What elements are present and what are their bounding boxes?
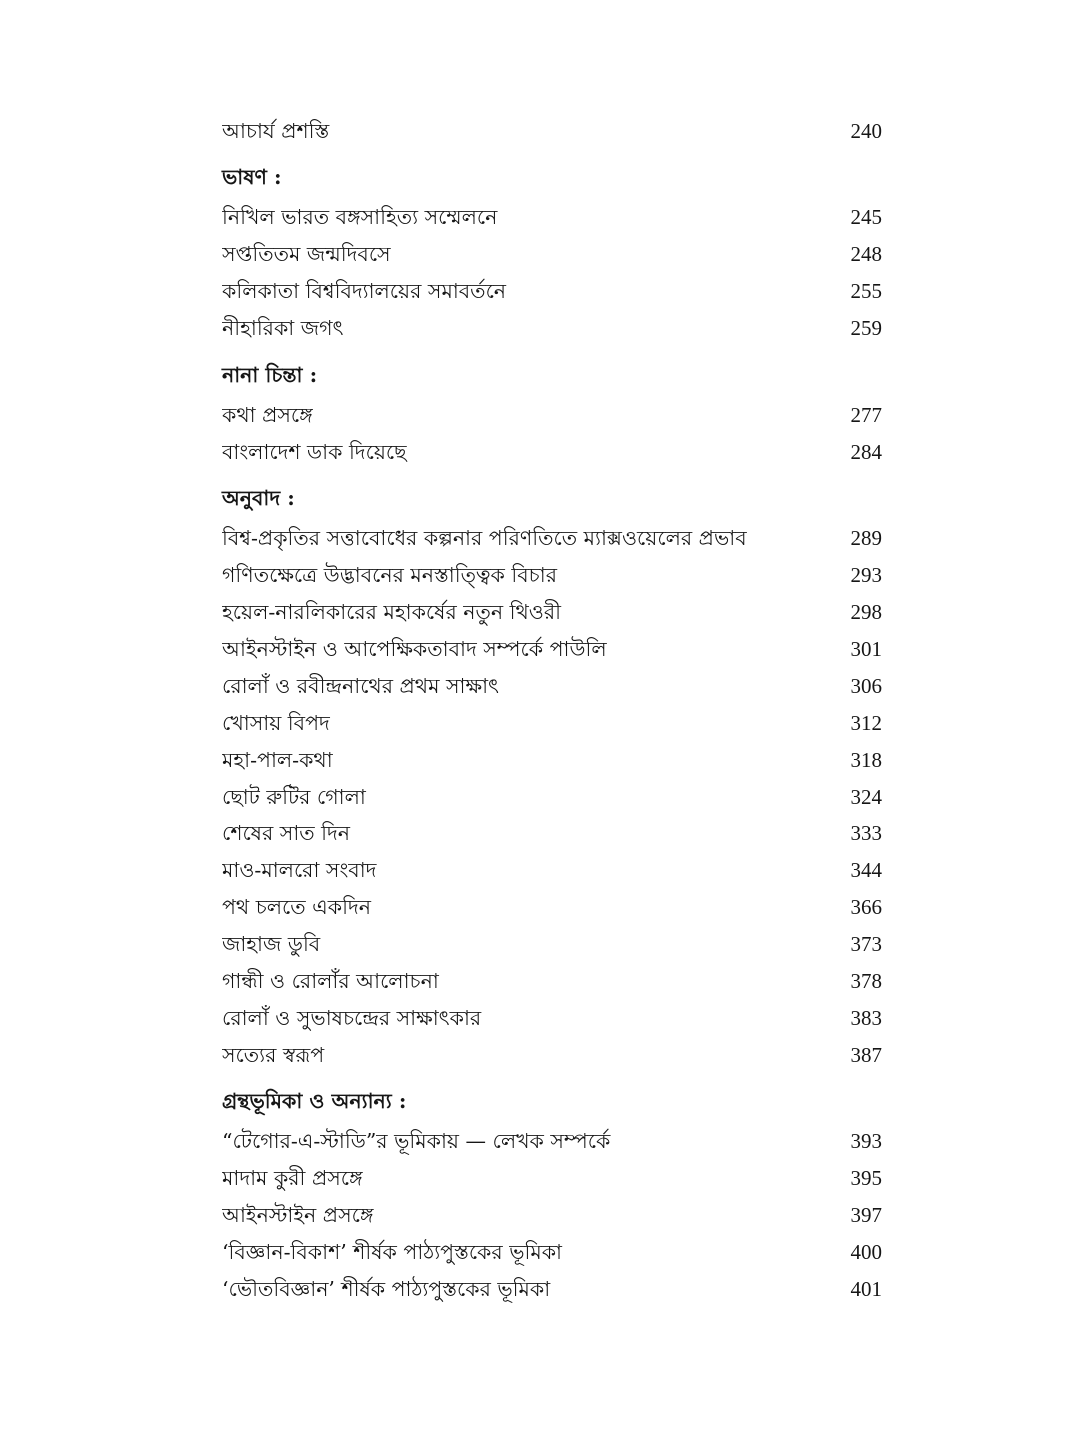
- section-heading: অনুবাদ :: [222, 486, 295, 510]
- toc-entry: [222, 398, 882, 432]
- toc-entry-title: খোসায় বিপদ: [222, 711, 330, 735]
- toc-entry: [222, 435, 882, 469]
- toc-entry-title: নিখিল ভারত বঙ্গসাহিত্য সম্মেলনে: [222, 205, 498, 229]
- toc-entry-title: মহা-পাল-কথা: [222, 748, 333, 772]
- toc-entry-title: গণিতক্ষেত্রে উদ্ভাবনের মনস্তাত্ত্বিক বিচার: [222, 563, 557, 587]
- toc-entry-page: 366: [850, 895, 882, 919]
- toc-entry: [222, 890, 882, 924]
- toc-entry-title: ‘বিজ্ঞান-বিকাশ’ শীর্ষক পাঠ্যপুস্তকের ভূমিকা: [222, 1240, 562, 1264]
- toc-entry-page: 298: [850, 600, 882, 624]
- toc-entry: [222, 274, 882, 308]
- toc-entry-page: 378: [850, 969, 882, 993]
- toc-entry-title: গান্ধী ও রোলাঁর আলোচনা: [222, 969, 439, 993]
- section-heading: নানা চিন্তা :: [222, 363, 318, 387]
- toc-entry: [222, 595, 882, 629]
- toc-entry-page: 306: [850, 674, 882, 698]
- toc-entry-page: 387: [850, 1043, 882, 1067]
- toc-entry-page: 259: [850, 316, 882, 340]
- toc-entry: [222, 780, 882, 814]
- toc-entry-title: সপ্ততিতম জন্মদিবসে: [222, 242, 391, 266]
- toc-entry-page: 245: [850, 205, 882, 229]
- toc-entry-title: রোলাঁ ও সুভাষচন্দ্রের সাক্ষাৎকার: [222, 1006, 482, 1030]
- toc-entry-title: মাও-মালরো সংবাদ: [222, 858, 377, 882]
- toc-entry-title: বিশ্ব-প্রকৃতির সত্তাবোধের কল্পনার পরিণতিতে ম্যাক্সওয়েলের প্রভাব: [222, 526, 747, 550]
- section-heading: গ্রন্থভূমিকা ও অন্যান্য :: [222, 1089, 407, 1113]
- toc-entry: [222, 1038, 882, 1072]
- toc-entry-page: 373: [850, 932, 882, 956]
- toc-entry-page: 255: [850, 279, 882, 303]
- toc-entry-title: নীহারিকা জগৎ: [222, 316, 344, 340]
- toc-entry: [222, 1198, 882, 1232]
- toc-entry-page: 312: [850, 711, 882, 735]
- toc-entry-page: 284: [850, 440, 882, 464]
- toc-entry-page: 397: [850, 1203, 882, 1227]
- toc-entry-page: 301: [850, 637, 882, 661]
- toc-entry-title: মাদাম কুরী প্রসঙ্গে: [222, 1166, 363, 1190]
- toc-entry: [222, 927, 882, 961]
- toc-entry-page: 293: [850, 563, 882, 587]
- toc-entry-page: 393: [850, 1129, 882, 1153]
- toc-entry-title: ছোট রুটির গোলা: [222, 785, 366, 809]
- toc-entry-title: কলিকাতা বিশ্ববিদ্যালয়ের সমাবর্তনে: [222, 279, 507, 303]
- toc-entry-page: 401: [850, 1277, 882, 1301]
- toc-entry: [222, 743, 882, 777]
- toc-entry: [222, 853, 882, 887]
- toc-entry-title: শেষের সাত দিন: [222, 821, 351, 845]
- toc-entry-title: বাংলাদেশ ডাক দিয়েছে: [222, 440, 407, 464]
- toc-entry: [222, 521, 882, 555]
- toc-entry-title: আচার্য প্রশস্তি: [222, 119, 330, 143]
- toc-entry-title: ‘ভৌতবিজ্ঞান’ শীর্ষক পাঠ্যপুস্তকের ভূমিকা: [222, 1277, 551, 1301]
- toc-entry-page: 240: [850, 119, 882, 143]
- section-heading: ভাষণ :: [222, 165, 282, 189]
- toc-entry: [222, 816, 882, 850]
- toc-entry: [222, 669, 882, 703]
- toc-entry-page: 400: [850, 1240, 882, 1264]
- toc-entry-title: পথ চলতে একদিন: [222, 895, 371, 919]
- toc-entry: [222, 311, 882, 345]
- toc-entry-page: 318: [850, 748, 882, 772]
- toc-entry-title: হয়েল-নারলিকারের মহাকর্ষের নতুন থিওরী: [222, 600, 561, 624]
- toc-entry: [222, 1124, 882, 1158]
- toc-entry: [222, 558, 882, 592]
- toc-entry-page: 248: [850, 242, 882, 266]
- toc-entry: [222, 114, 882, 148]
- toc-entry-title: আইনস্টাইন প্রসঙ্গে: [222, 1203, 374, 1227]
- toc-entry-title: “টেগোর-এ-স্টাডি”র ভূমিকায় — লেখক সম্পর্কে: [222, 1129, 611, 1153]
- toc-entry-page: 289: [850, 526, 882, 550]
- toc-entry-title: সত্যের স্বরূপ: [222, 1043, 325, 1067]
- toc-entry-page: 277: [850, 403, 882, 427]
- toc-entry-title: জাহাজ ডুবি: [222, 932, 321, 956]
- toc-entry-title: কথা প্রসঙ্গে: [222, 403, 313, 427]
- toc-entry-page: 344: [850, 858, 882, 882]
- toc-entry-page: 395: [850, 1166, 882, 1190]
- toc-entry-title: আইনস্টাইন ও আপেক্ষিকতাবাদ সম্পর্কে পাউলি: [222, 637, 607, 661]
- toc-entry-page: 333: [850, 821, 882, 845]
- toc-entry: [222, 1161, 882, 1195]
- toc-entry: [222, 1272, 882, 1306]
- toc-entry: [222, 1235, 882, 1269]
- toc-entry: [222, 632, 882, 666]
- toc-entry: [222, 200, 882, 234]
- toc-entry: [222, 706, 882, 740]
- toc-entry: [222, 237, 882, 271]
- toc-entry-title: রোলাঁ ও রবীন্দ্রনাথের প্রথম সাক্ষাৎ: [222, 674, 499, 698]
- toc-entry-page: 383: [850, 1006, 882, 1030]
- toc-entry: [222, 964, 882, 998]
- toc-entry-page: 324: [850, 785, 882, 809]
- toc-entry: [222, 1001, 882, 1035]
